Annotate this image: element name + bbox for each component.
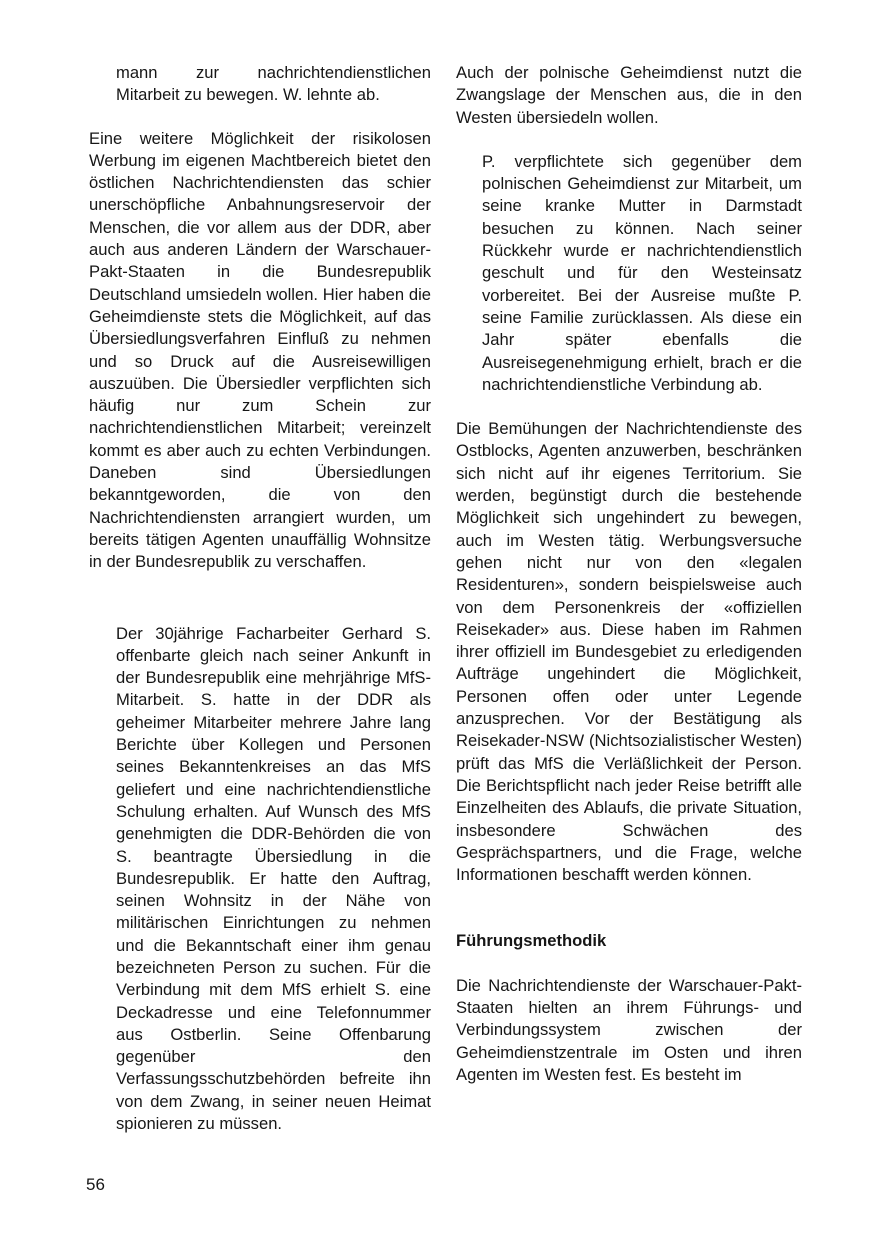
page-number: 56 — [86, 1175, 105, 1194]
case-example-gerhard: Der 30jährige Facharbeiter Gerhard S. offenbarte gleich nach seiner Ankunft in der Bundesrepublik eine mehrjährige MfS-Mitarbeit. S. hatte in der DDR als geheimer Mitarbeiter mehrere Jahre lang Berichte über Kollegen und Personen seines Bekanntenkreises an das MfS geliefert und eine nachrichtendienstliche Schulung erhalten. Auf Wunsch des MfS genehmigten die DDR-Behörden die von S. beantragte Übersiedlung in die Bundesrepublik. Er hatte den Auftrag, seinen Wohnsitz in der Nähe von militärischen Einrichtungen zu nehmen und die Bekanntschaft einer ihm genau bezeichneten Person zu suchen. Für die Verbindung mit dem MfS erhielt S. eine Deckadresse und eine Telefonnummer aus Ostberlin. Seine Offenbarung gegenüber den Verfassungsschutzbehörden befreite ihn von dem Zwang, in seiner neuen Heimat spionieren zu müssen. — [116, 623, 431, 1134]
paragraph-continuation: mann zur nachrichtendienstlichen Mitarbeit zu bewegen. W. lehnte ab. — [116, 63, 431, 105]
case-example-p: P. verpflichtete sich gegenüber dem polnischen Geheimdienst zur Mitarbeit, um seine kranke Mutter in Darmstadt besuchen zu können. Nach seiner Rückkehr wurde er nachrichtendienstlich geschult und für den Westeinsatz vorbereitet. Bei der Ausreise mußte P. seine Familie zurücklassen. Als diese ein Jahr später ebenfalls die Ausreisegenehmigung erhielt, brach er die nachrichtendienstliche Verbindung ab. — [482, 151, 802, 394]
paragraph-fuehrung: Die Nachrichtendienste der Warschauer-Pakt-Staaten hielten an ihrem Führungs- und Verbindungssystem zwischen der Geheimdienstzentrale im Osten und ihren Agenten im Westen fest. Es besteht im — [456, 975, 802, 1084]
paragraph-uebersiedler: Eine weitere Möglichkeit der risikolosen Werbung im eigenen Machtbereich bietet den östlichen Nachrichtendiensten das schier unerschöpfliche Anbahnungsreservoir der Menschen, die vor allem aus der DDR, aber auch aus anderen Ländern der Warschauer-Pakt-Staaten in die Bundesrepublik Deutschland umsiedeln wollen. Hier haben die Geheimdienste stets die Möglichkeit, auf das Übersiedlungsverfahren Einfluß zu nehmen und so Druck auf die Ausreisewilligen auszuüben. Die Übersiedler verpflichten sich häufig nur zum Schein zur nachrichtendienstlichen Mitarbeit; vereinzelt kommt es aber auch zu echten Verbindungen. Daneben sind Übersiedlungen bekanntgeworden, die von den Nachrichtendiensten arrangiert wurden, um bereits tätigen Agenten unauffällig Wohnsitze in der Bundesrepublik zu verschaffen. — [89, 128, 431, 572]
section-heading: Führungsmethodik — [456, 931, 607, 951]
paragraph-polish-service: Auch der polnische Geheimdienst nutzt die Zwangslage der Menschen aus, die in den Westen übersiedeln wollen. — [456, 63, 802, 127]
left-column — [89, 62, 431, 1135]
right-column — [456, 62, 802, 1086]
paragraph-ostblock-efforts: Die Bemühungen der Nachrichtendienste des Ostblocks, Agenten anzuwerben, beschränken sich nicht auf ihr eigenes Territorium. Sie werden, begünstigt durch die bestehende Möglichkeit sich ungehindert zu bewegen, auch im Westen tätig. Werbungsversuche gehen nicht nur von den «legalen Residenturen», sondern beispielsweise auch von dem Personenkreis der «offiziellen Reisekader» aus. Diese haben im Rahmen ihrer offiziell im Bundesgebiet zu erledigenden Aufträge ungehindert die Möglichkeit, Personen offen oder unter Legende anzusprechen. Vor der Bestätigung als Reisekader-NSW (Nichtsozialistischer Westen) prüft das MfS die Verläßlichkeit der Person. Die Berichtspflicht nach jeder Reise betrifft alle Einzelheiten des Ablaufs, die private Situation, insbesondere Schwächen des Gesprächspartners, und die Frage, welche Informationen beschafft werden können. — [456, 419, 802, 885]
